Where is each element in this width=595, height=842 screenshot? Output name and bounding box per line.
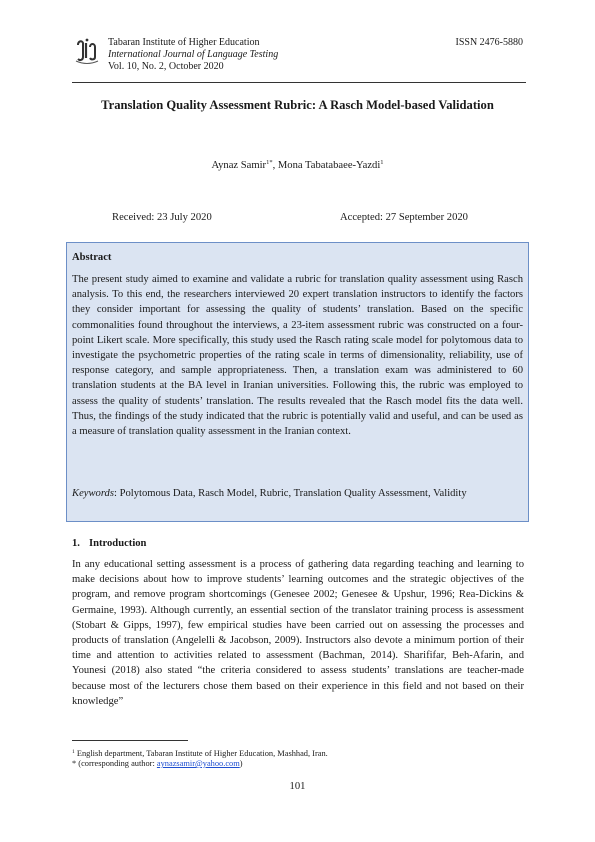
- issn: ISSN 2476-5880: [455, 37, 523, 48]
- footnote-divider: [72, 740, 188, 741]
- footnote-text: * (corresponding author:: [72, 759, 157, 768]
- affiliation-mark: 1*: [266, 159, 273, 166]
- author-separator: ,: [272, 160, 278, 171]
- footnote-mark: 1: [72, 749, 75, 755]
- section-title: Introduction: [88, 538, 147, 549]
- author-name: Mona Tabatabaee-Yazdi: [277, 160, 381, 171]
- section-number: 1.: [72, 538, 80, 549]
- footnote-text: ): [239, 759, 243, 768]
- keywords-label: Keywords: [72, 488, 114, 499]
- abstract-text: The present study aimed to examine and validate a rubric for translation quality assessment using Rasch analysis. To this end, the researchers interviewed 20 expert translation instructors to identify the factors they consider important for assessing the quality of students’ translation. Based on the specific commonalities found throughout the interviews, a 23-item assessment rubric was constructed on a four-point Likert scale. More specifically, this study used the Rasch rating scale model for polytomous data to investigate the psychometric properties of the rating scale in terms of dimensionality, reliability, use of response category, and sample appropriateness. Then, a translation exam was administered to 60 translation students at the BA level in Iranian universities. Following this, the rubric was employed to assess the quality of students’ translation. The results revealed that the Rasch model fits the data well. Thus, the findings of the study indicated that the rubric is potentially valid and useful, and can be used as a measure of translation quality assessment in the Iranian context.: [72, 274, 523, 438]
- page-number: 101: [289, 781, 306, 792]
- received-date: Received: 23 July 2020: [112, 212, 212, 223]
- footnote-text: English department, Tabaran Institute of Higher Education, Mashhad, Iran.: [74, 749, 328, 758]
- keywords-list: : Polytomous Data, Rasch Model, Rubric, Translation Quality Assessment, Validity: [113, 488, 467, 499]
- tabaran-institute-logo: [72, 37, 102, 67]
- introduction-paragraph: In any educational setting assessment is a process of gathering data regarding teaching and learning to make decisions about how to improve students’ learning outcomes and the strategic objectives of the program, and remove program shortcomings (Genesee 2002; Genesee & Upshur, 1996; Rea-Dickins & Germaine, 1993). Although currently, an essential section of the translator training process is assessment (Stobart & Gipps, 1997), few empirical studies have been carried out on assessing the processes and products of translation (Angelelli & Jacobson, 2009). Instructors also devote a minimum portion of their time and attention to activities related to assessment (Bachman, 2014). Sharififar, Beh-Afarin, and Younesi (2018) also stated “the criteria considered to assess students’ translations are teacher-made because most of the lecturers chose them based on their experience in this field and not based on their knowledge”: [72, 559, 524, 707]
- paper-title: Translation Quality Assessment Rubric: A Rasch Model-based Validation: [101, 98, 494, 112]
- affiliation-mark: 1: [380, 159, 384, 166]
- header-divider: [72, 82, 526, 83]
- institute-name: Tabaran Institute of Higher Education: [108, 37, 260, 48]
- author-name: Aynaz Samir: [211, 160, 267, 171]
- section-heading: [72, 538, 146, 550]
- keywords: [72, 488, 523, 500]
- footnote-affiliation: [72, 747, 328, 759]
- email-link[interactable]: aynazsamir@yahoo.com: [156, 759, 240, 768]
- accepted-date: Accepted: 27 September 2020: [340, 212, 468, 223]
- author-list: [60, 157, 535, 172]
- abstract-heading: Abstract: [72, 252, 112, 263]
- journal-name: International Journal of Language Testing: [108, 49, 279, 60]
- footnote-corresponding: [72, 759, 243, 769]
- volume-info: Vol. 10, No. 2, October 2020: [108, 61, 224, 72]
